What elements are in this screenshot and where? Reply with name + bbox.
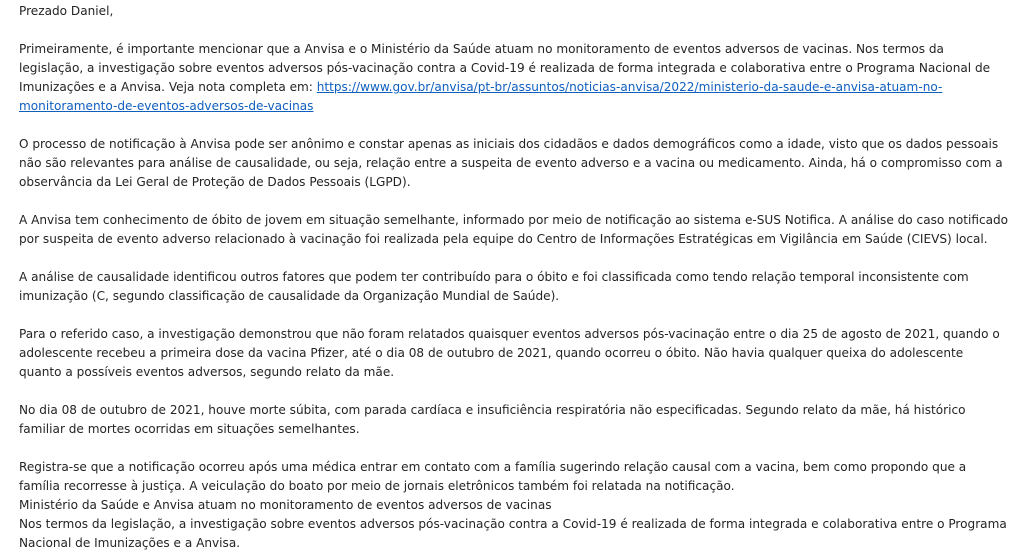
paragraph-causality-analysis: A análise de causalidade identificou outros fatores que podem ter contribuído para o óbito e foi classificada como tendo relação temporal inconsistente com imunização (C, segundo classificação de causalidade da Organização Mundial de Saúde).	[19, 270, 969, 303]
paragraph-notification-process: O processo de notificação à Anvisa pode ser anônimo e constar apenas as iniciais dos cidadãos e dados demográficos como a idade, visto que os dados pessoais não são relevantes para análise de causalidade, ou seja, relação entre a suspeita de evento adverso e a vacina ou medicamento. Ainda, há o compromisso com a observância da Lei Geral de Proteção de Dados Pessoais (LGPD).	[19, 137, 1003, 189]
link-preview-text: Nos termos da legislação, a investigação sobre eventos adversos pós-vacinação contra a Covid-19 é realizada de forma integrada e colaborativa entre o Programa Nacional de Imunizações e a Anvisa.	[19, 517, 1007, 550]
email-body	[19, 2, 1009, 553]
link-preview-title: Ministério da Saúde e Anvisa atuam no monitoramento de eventos adversos de vacinas	[19, 498, 552, 512]
news-link[interactable]: https://www.gov.br/anvisa/pt-br/assuntos/noticias-anvisa/2022/ministerio-da-saude-e-anvisa-atuam-no-monitoramento-de-eventos-adversos-de-vacinas	[19, 80, 943, 113]
greeting: Prezado Daniel,	[19, 4, 114, 18]
paragraph-case-knowledge: A Anvisa tem conhecimento de óbito de jovem em situação semelhante, informado por meio de notificação ao sistema e-SUS Notifica. A análise do caso notificado por suspeita de evento adverso relacionado à vacinação foi realizada pela equipe do Centro de Informações Estratégicas em Vigilância em Saúde (CIEVS) local.	[19, 213, 1009, 246]
paragraph-notification-origin: Registra-se que a notificação ocorreu após uma médica entrar em contato com a família sugerindo relação causal com a vacina, bem como propondo que a família recorresse à justiça. A veiculação do boato por meio de jornais eletrônicos também foi relatada na notificação.	[19, 460, 967, 493]
paragraph-investigation: Para o referido caso, a investigação demonstrou que não foram relatados quaisquer eventos adversos pós-vacinação entre o dia 25 de agosto de 2021, quando o adolescente recebeu a primeira dose da vacina Pfizer, até o dia 08 de outubro de 2021, quando ocorreu o óbito. Não havia qualquer queixa do adolescente quanto a possíveis eventos adversos, segundo relato da mãe.	[19, 327, 1000, 379]
paragraph-intro-text: Primeiramente, é importante mencionar que a Anvisa e o Ministério da Saúde atuam no monitoramento de eventos adversos de vacinas. Nos termos da legislação, a investigação sobre eventos adversos pós-vacinação contra a Covid-19 é realizada de forma integrada e colaborativa entre o Programa Nacional de Imunizações e a Anvisa. Veja nota completa em:	[19, 42, 991, 94]
paragraph-sudden-death: No dia 08 de outubro de 2021, houve morte súbita, com parada cardíaca e insuficiência respiratória não especificadas. Segundo relato da mãe, há histórico familiar de mortes ocorridas em situações semelhantes.	[19, 403, 966, 436]
paragraph-intro	[19, 40, 1009, 116]
